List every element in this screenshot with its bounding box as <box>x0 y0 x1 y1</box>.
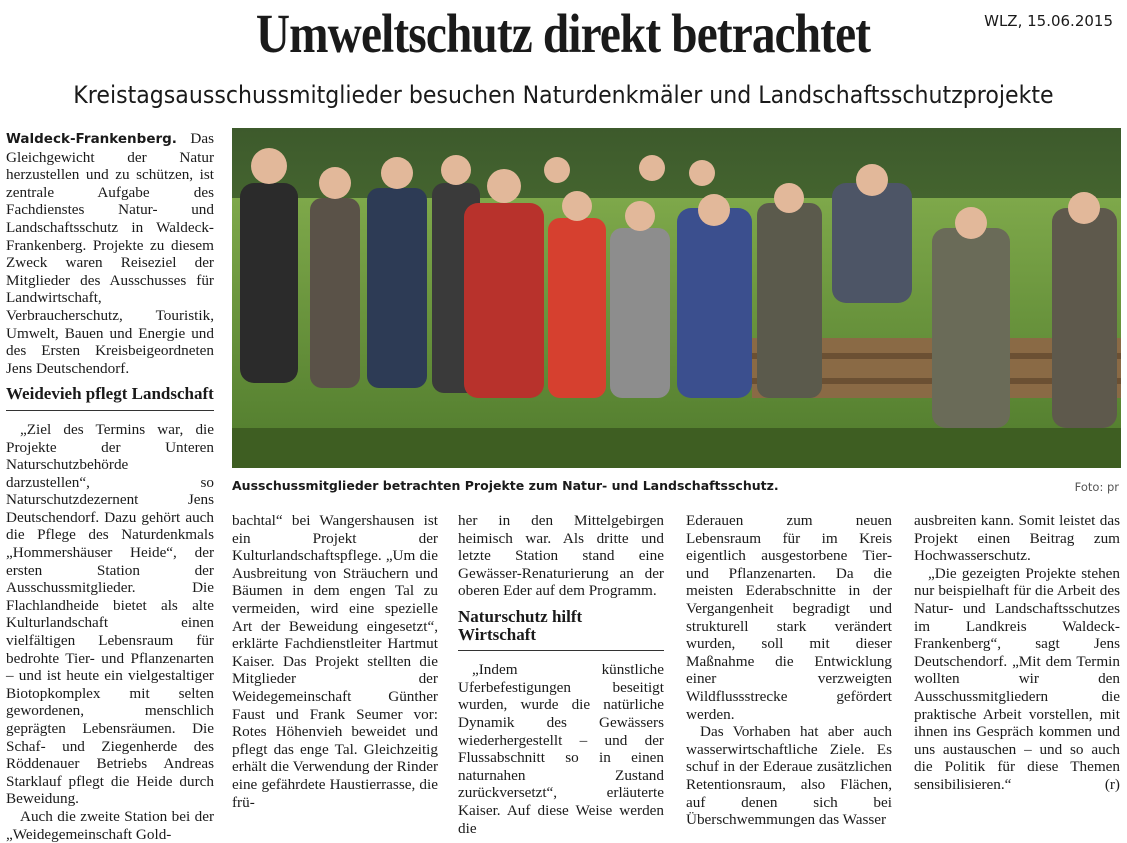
source-date: WLZ, 15.06.2015 <box>984 12 1113 30</box>
lead-paragraph <box>6 130 214 377</box>
subheadline: Kreistagsausschussmitglieder besuchen Naturdenkmäler und Landschaftsschutzprojekte <box>73 81 1054 109</box>
dateline-place: Waldeck-Frankenberg. <box>6 131 177 147</box>
column-3 <box>458 512 664 837</box>
photo-illustration <box>232 128 1121 468</box>
column-5 <box>914 512 1120 794</box>
photo-caption: Ausschussmitglieder betrachten Projekte zum Natur- und Landschaftsschutz. <box>232 478 779 493</box>
body-paragraph: bachtal“ bei Wangershausen ist ein Projekt der Kulturlandschaftspflege. „Um die Ausbreitung von Sträuchern und Bäumen in dem engen Tal zu vermeiden, wird eine spezielle Art der Beweidung eingesetzt“, erklärte Fachdienstleiter Hartmut Kaiser. Das Projekt stellten die Mitglieder der Weidegemeinschaft Günther Faust und Frank Seumer vor: Rotes Höhenvieh beweidet und pflegt das enge Tal. Gleichzeitig erhält die Verwendung der Rinder eine gefährdete Haustierrasse, die frü- <box>232 512 438 811</box>
body-paragraph: ausbreiten kann. Somit leistet das Projekt einen Beitrag zum Hochwasserschutz. <box>914 512 1120 565</box>
body-paragraph: Ederauen zum neuen Lebensraum für im Kreis eigentlich ausgestorbene Tier- und Pflanzenarten. Da die meisten Ederabschnitte in der Vergangenheit begradigt und strukturell stark verändert wurden, soll mit dieser Maßnahme die Entwicklung einer verzweigten Wildflussstrecke gefördert werden. <box>686 512 892 723</box>
section-heading-1: Weidevieh pflegt Landschaft <box>6 385 214 411</box>
body-paragraph <box>914 565 1120 794</box>
lead-text: Das Gleichgewicht der Natur herzustellen und zu schützen, ist zentrale Aufgabe des Fachdienstes Natur- und Landschaftsschutz in Waldeck-Frankenberg. Projekte zu diesem Zweck waren Reiseziel der Mitglieder des Ausschusses für Landwirtschaft, Verbraucherschutz, Touristik, Umwelt, Bauen und Energie und des Ersten Kreisbeigeordneten Jens Deutschendorf. <box>6 130 214 377</box>
group-photo <box>232 128 1121 468</box>
body-paragraph: Das Vorhaben hat aber auch wasserwirtschaftliche Ziele. Es schuf in der Ederaue zusätzlichen Retentionsraum, also Flächen, auf denen sich bei Überschwemmungen das Wasser <box>686 723 892 829</box>
body-paragraph: her in den Mittelgebirgen heimisch war. Als dritte und letzte Station stand eine Gewässer-Renaturierung an der oberen Eder auf dem Programm. <box>458 512 664 600</box>
column-2 <box>232 512 438 811</box>
body-paragraph: Auch die zweite Station bei der „Weidegemeinschaft Gold- <box>6 807 214 843</box>
author-signoff: (r) <box>1104 775 1120 793</box>
headline: Umweltschutz direkt betrachtet <box>255 3 871 64</box>
column-1 <box>6 130 214 843</box>
quote-text: „Die gezeigten Projekte stehen nur beispielhaft für die Arbeit des Natur- und Landschaftsschutzes im Landkreis Waldeck-Frankenberg“, sagt Jens Deutschendorf. „Mit dem Termin wollten wir den Ausschussmitgliedern die praktische Arbeit vorstellen, mit ihnen ins Gespräch kommen und uns austauschen – und so auch die Politik für diese Themen sensibilisieren.“ <box>914 564 1120 793</box>
photo-credit: Foto: pr <box>1074 480 1119 494</box>
body-paragraph: „Indem künstliche Uferbefestigungen beseitigt wurden, wurde die natürliche Dynamik des Gewässers wiederhergestellt – und der Flussabschnitt so in einen naturnahen Zustand zurückversetzt“, erläuterte Kaiser. Auf diese Weise werden die <box>458 661 664 837</box>
column-4 <box>686 512 892 829</box>
body-paragraph: „Ziel des Termins war, die Projekte der Unteren Naturschutzbehörde darzustellen“, so Naturschutzdezernent Jens Deutschendorf. Dazu gehört auch die Pflege des Naturdenkmals „Hommershäuser Heide“, der ersten Station der Ausschussmitglieder. Die Flachlandheide bietet als alte Kulturlandschaft einen vielfältigen Lebensraum für bedrohte Tier- und Pflanzenarten – und ist heute ein vielgestaltiger Biotopkomplex mit selten gewordenen, menschlich geprägten Lebensräumen. Die Schaf- und Ziegenherde des Röddenauer Betriebs Andreas Starklauf pflegt die Heide durch Beweidung. <box>6 420 214 808</box>
section-heading-2: Naturschutz hilft Wirtschaft <box>458 608 664 651</box>
